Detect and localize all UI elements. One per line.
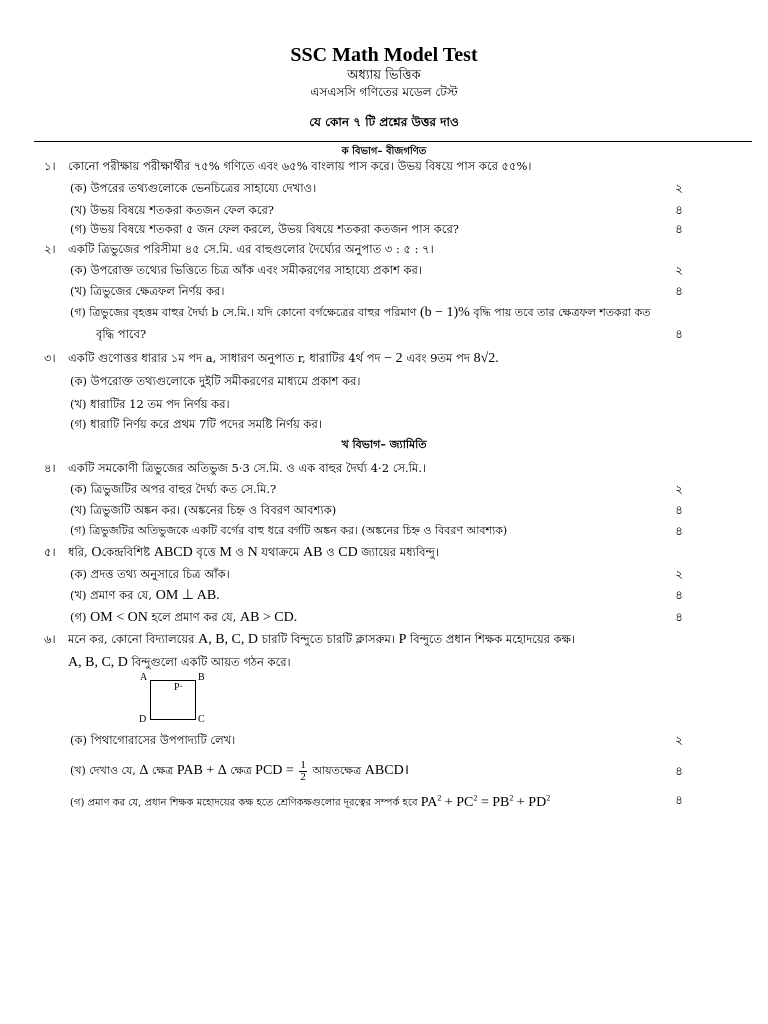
vertex-label-d: D bbox=[139, 714, 147, 725]
question-part: (ক) ত্রিভুজটির অপর বাহুর দৈর্ঘ্য কত সে.মি.? bbox=[70, 482, 277, 496]
question-part: (ক) প্রদত্ত তথ্য অনুসারে চিত্র আঁক। bbox=[70, 567, 230, 581]
question-number: ১। bbox=[44, 159, 56, 173]
text: (গ) bbox=[70, 610, 87, 624]
mark: ৪ bbox=[675, 503, 683, 517]
mark: ৪ bbox=[675, 588, 683, 602]
question-part bbox=[70, 790, 550, 812]
math-symbol: AB bbox=[303, 545, 323, 560]
text: চারটি বিন্দুতে চারটি ক্লাসরুম। bbox=[261, 632, 395, 646]
text: ও bbox=[326, 545, 335, 559]
question-part bbox=[70, 587, 220, 604]
question-part: (ক) উপরোক্ত তথ্যগুলোকে দুইটি সমীকরণের মাধ্যমে প্রকাশ কর। bbox=[70, 374, 361, 388]
exponent: 2 bbox=[509, 793, 514, 802]
text: বিন্দুগুলো একটি আয়ত গঠন করে। bbox=[131, 655, 291, 669]
point-label-p: P· bbox=[174, 682, 183, 693]
section-heading-algebra: ক বিভাগ– বীজগণিত bbox=[341, 146, 427, 157]
mark: ৪ bbox=[675, 203, 683, 217]
text: আয়তক্ষেত্র bbox=[312, 764, 362, 777]
question-text-line2 bbox=[68, 654, 291, 671]
math-expression: AB > CD. bbox=[239, 610, 298, 625]
page-title: SSC Math Model Test bbox=[290, 44, 478, 66]
question-text bbox=[68, 350, 499, 367]
text: বৃত্তে bbox=[196, 545, 216, 559]
question-number: ২। bbox=[44, 242, 56, 256]
mark: ২ bbox=[675, 263, 683, 277]
text: একটি গুণোত্তর ধারার ১ম পদ a, সাধারণ অনুপাত r, ধারাটির 4র্থ পদ bbox=[68, 351, 381, 365]
text: কেন্দ্রবিশিষ্ট bbox=[101, 545, 151, 559]
question-part: (খ) উভয় বিষয়ে শতকরা কতজন ফেল করে? bbox=[70, 203, 274, 217]
text: জ্যায়ের মধ্যবিন্দু। bbox=[361, 545, 439, 559]
question-text bbox=[68, 631, 575, 648]
mark: ২ bbox=[675, 482, 683, 496]
math-symbol: ABCD bbox=[153, 545, 193, 560]
question-part-continued: বৃদ্ধি পাবে? bbox=[96, 327, 147, 341]
vertex-label-c: C bbox=[198, 714, 205, 725]
section-heading-geometry: খ বিভাগ– জ্যামিতি bbox=[341, 438, 427, 451]
mark: ২ bbox=[675, 181, 683, 195]
question-part bbox=[70, 758, 409, 784]
instruction: যে কোন ৭ টি প্রশ্নের উত্তর দাও bbox=[309, 115, 459, 129]
text: মনে কর, কোনো বিদ্যালয়ের bbox=[68, 632, 195, 646]
math-symbol: N bbox=[247, 545, 258, 560]
term: = PB bbox=[480, 794, 510, 810]
text: (খ) প্রমাণ কর যে, bbox=[70, 588, 153, 602]
header-divider bbox=[34, 141, 752, 142]
math-expression: PCD = bbox=[255, 763, 294, 778]
term: + PC bbox=[444, 794, 474, 810]
question-text: একটি সমকোণী ত্রিভুজের অতিভুজ 5·3 সে.মি. ও এক বাহুর দৈর্ঘ্য 4·2 সে.মি.। bbox=[68, 461, 427, 475]
exponent: 2 bbox=[546, 793, 551, 802]
exponent: 2 bbox=[473, 793, 478, 802]
math-expression bbox=[421, 795, 550, 810]
term: + PD bbox=[516, 794, 547, 810]
mark: ২ bbox=[675, 567, 683, 581]
question-part: (গ) ধারাটি নির্ণয় করে প্রথম 7টি পদের সমষ্টি নির্ণয় কর। bbox=[70, 417, 322, 431]
mark: ৪ bbox=[675, 793, 683, 807]
question-part: (গ) ত্রিভুজটির অতিভুজকে একটি বর্গের বাহু ধরে বর্গটি অঙ্কন কর। (অঙ্কনের চিহ্ন ও বিবরণ আবশ্যক) bbox=[70, 524, 508, 537]
text: (গ) ত্রিভুজের বৃহত্তম বাহুর দৈর্ঘ্য b সে.মি.। যদি কোনো বর্গক্ষেত্রের বাহুর পরিমাণ bbox=[70, 306, 417, 319]
math-expression: A, B, C, D bbox=[198, 632, 258, 647]
question-part: (ক) পিথাগোরাসের উপপাদ্যটি লেখ। bbox=[70, 733, 236, 747]
numerator: 1 bbox=[300, 758, 306, 771]
rectangle-abcd bbox=[150, 680, 196, 720]
math-symbol: P bbox=[398, 632, 407, 647]
question-number: ৬। bbox=[44, 632, 56, 646]
question-part: (গ) উভয় বিষয়ে শতকরা ৫ জন ফেল করলে, উভয় বিষয়ে শতকরা কতজন পাস করে? bbox=[70, 222, 459, 236]
fraction bbox=[299, 760, 307, 783]
question-part bbox=[70, 305, 650, 321]
denominator: 2 bbox=[300, 770, 306, 783]
text: (গ) প্রমাণ কর যে, প্রধান শিক্ষক মহোদয়ের কক্ষ হতে শ্রেণিকক্ষগুলোর দূরত্বের সম্পর্ক হবে bbox=[70, 797, 418, 809]
math-symbol: CD bbox=[338, 545, 358, 560]
question-number: ৩। bbox=[44, 351, 56, 365]
subtitle-model-test: এসএসসি গণিতের মডেল টেস্ট bbox=[310, 85, 458, 99]
question-part: (খ) ত্রিভুজটি অঙ্কন কর। (অঙ্কনের চিহ্ন ও বিবরণ আবশ্যক) bbox=[70, 503, 337, 517]
question-part: (ক) উপরোক্ত তথ্যের ভিত্তিতে চিত্র আঁক এবং সমীকরণের সাহায্যে প্রকাশ কর। bbox=[70, 263, 422, 277]
math-expression: PAB + Δ bbox=[176, 763, 227, 778]
text: এবং 9তম পদ bbox=[406, 351, 470, 365]
vertex-label-a: A bbox=[140, 672, 148, 683]
mark: ৪ bbox=[675, 222, 683, 236]
math-expression: OM < ON bbox=[90, 610, 148, 625]
math-expression: A, B, C, D bbox=[68, 655, 128, 670]
term: PA bbox=[420, 794, 438, 810]
mark: ২ bbox=[675, 733, 683, 747]
math-symbol: Δ bbox=[139, 763, 149, 778]
math-expression: (b − 1)% bbox=[419, 305, 470, 320]
question-part bbox=[70, 609, 297, 626]
text: হলে প্রমাণ কর যে, bbox=[151, 610, 237, 624]
question-text: কোনো পরীক্ষায় পরীক্ষার্থীর ৭৫% গণিতে এবং ৬৫% বাংলায় পাস করে। উভয় বিষয়ে পাস করে ৫৫%। bbox=[68, 159, 532, 173]
text: ধরি, bbox=[68, 545, 88, 559]
math-expression: − 2 bbox=[384, 351, 403, 366]
text: বিন্দুতে প্রধান শিক্ষক মহোদয়ের কক্ষ। bbox=[410, 632, 576, 646]
question-number: ৪। bbox=[44, 461, 56, 475]
question-part: (ক) উপরের তথ্যগুলোকে ভেনচিত্রের সাহায্যে দেখাও। bbox=[70, 181, 317, 195]
text: ক্ষেত্র bbox=[151, 764, 174, 777]
text: (খ) দেখাও যে, bbox=[70, 764, 136, 777]
question-text bbox=[68, 544, 439, 561]
question-number: ৫। bbox=[44, 545, 56, 559]
question-part: (খ) ত্রিভুজের ক্ষেত্রফল নির্ণয় কর। bbox=[70, 284, 225, 298]
mark: ৪ bbox=[675, 284, 683, 298]
text: ও bbox=[235, 545, 244, 559]
question-part: (খ) ধারাটির 12 তম পদ নির্ণয় কর। bbox=[70, 397, 230, 411]
math-expression: OM ⊥ AB. bbox=[155, 588, 220, 603]
math-symbol: M bbox=[219, 545, 232, 560]
mark: ৪ bbox=[675, 327, 683, 341]
mark: ৪ bbox=[675, 764, 683, 778]
exponent: 2 bbox=[437, 793, 442, 802]
math-symbol: O bbox=[91, 545, 102, 560]
mark: ৪ bbox=[675, 524, 683, 538]
subtitle-chapter-based: অধ্যায় ভিত্তিক bbox=[347, 68, 421, 83]
rectangle-diagram bbox=[136, 672, 216, 728]
math-expression: 8√2. bbox=[473, 351, 499, 366]
text: ক্ষেত্র bbox=[230, 764, 252, 777]
mark: ৪ bbox=[675, 610, 683, 624]
question-text: একটি ত্রিভুজের পরিসীমা ৪৫ সে.মি. এর বাহুগুলোর দৈর্ঘ্যের অনুপাত ৩ : ৫ : ৭। bbox=[68, 242, 434, 256]
text: বৃদ্ধি পায় তবে তার ক্ষেত্রফল শতকরা কত bbox=[473, 306, 651, 319]
text: যথাক্রমে bbox=[261, 545, 300, 559]
math-expression: ABCD। bbox=[364, 763, 409, 778]
vertex-label-b: B bbox=[198, 672, 205, 683]
